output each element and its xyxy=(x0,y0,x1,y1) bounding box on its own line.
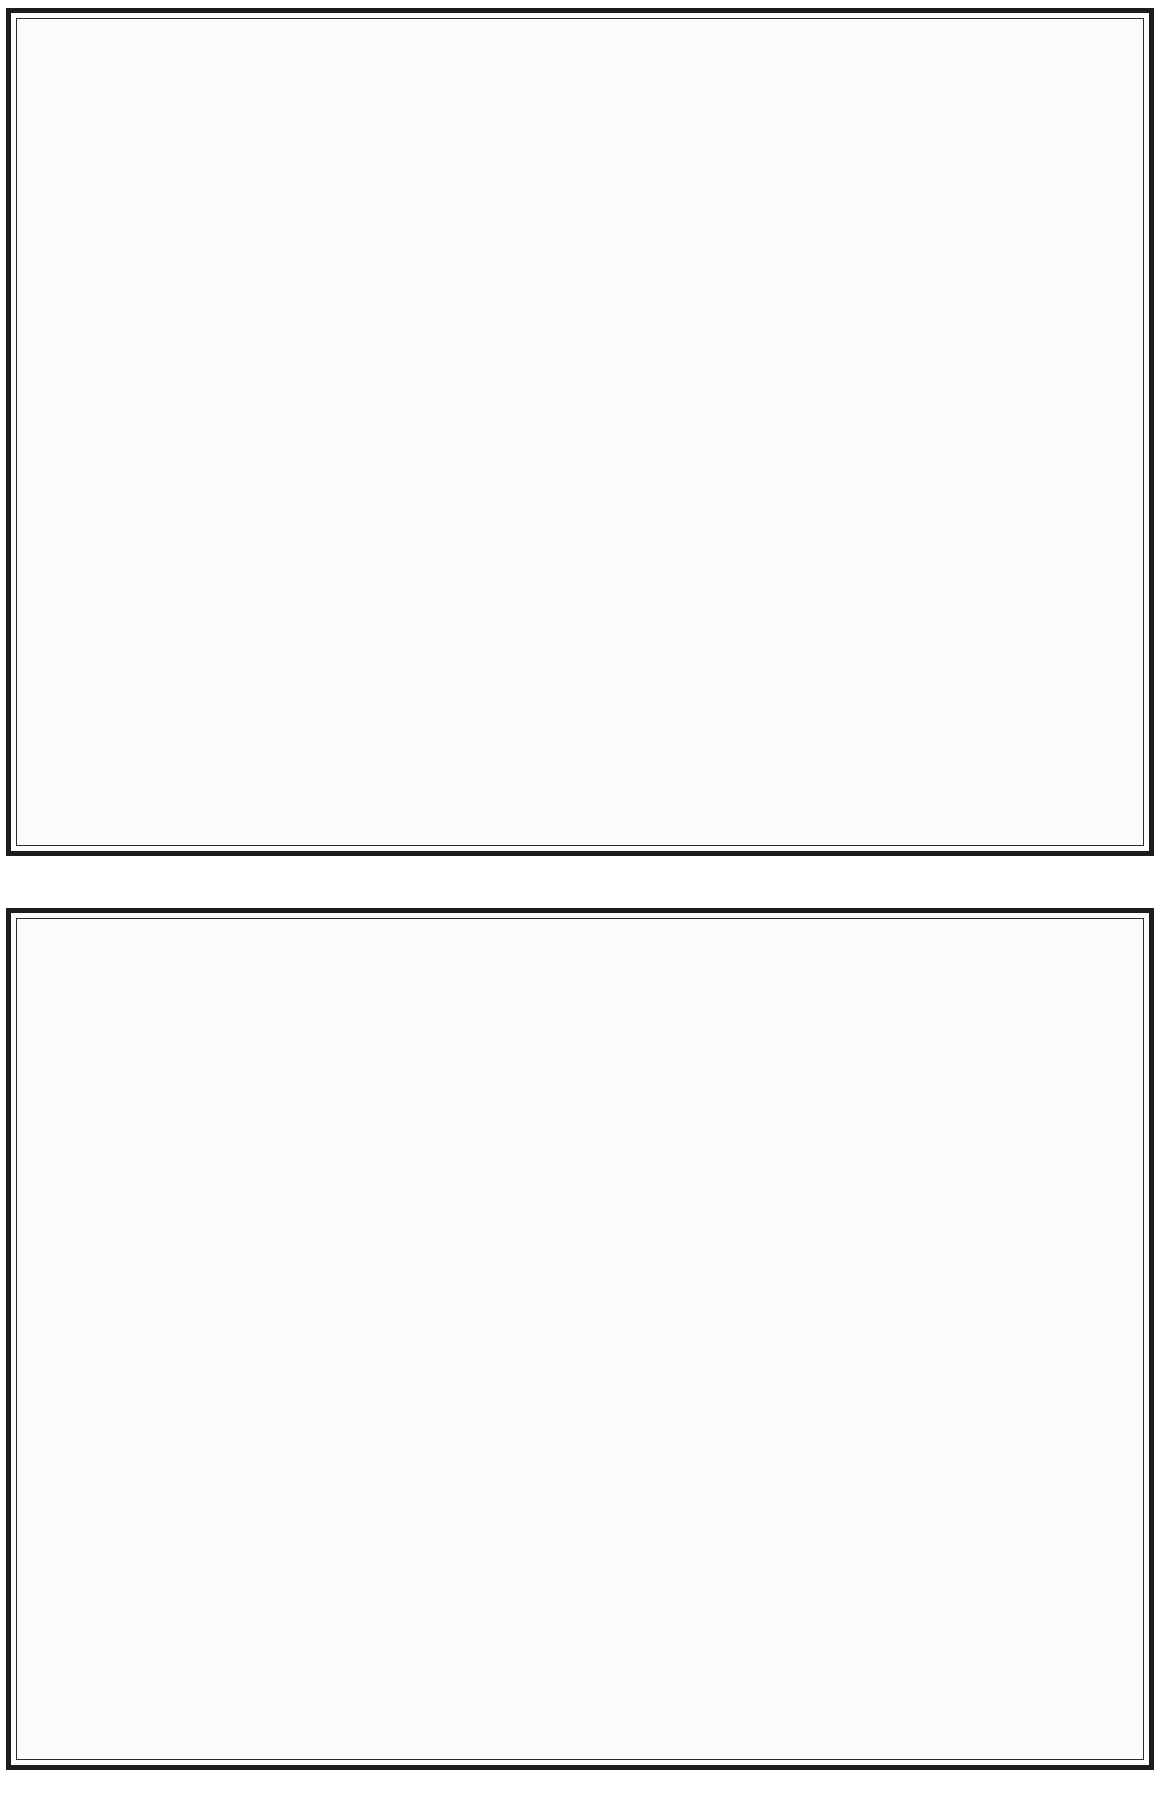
top-page-text-block xyxy=(16,18,1144,846)
top-page xyxy=(6,8,1154,856)
bottom-page xyxy=(6,908,1154,1770)
bottom-page-text-block xyxy=(16,918,1144,1760)
